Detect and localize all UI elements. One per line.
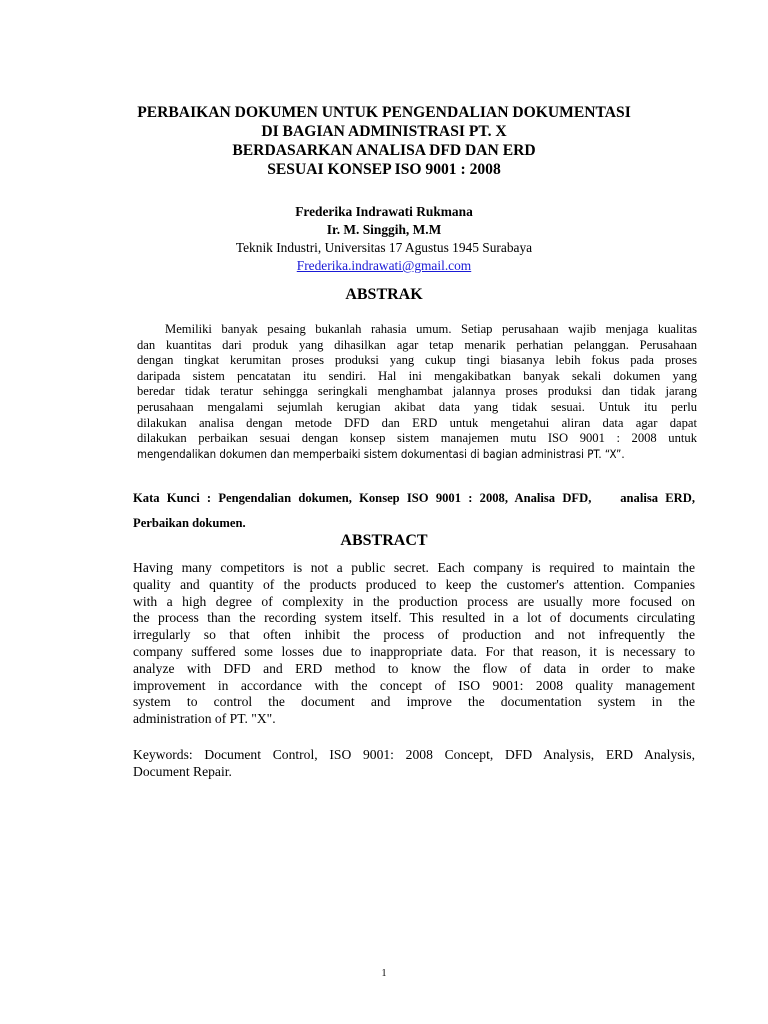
kata-kunci	[133, 486, 695, 536]
abstrak-heading: ABSTRAK	[345, 286, 423, 303]
author-affiliation: Teknik Industri, Universitas 17 Agustus 1945 Surabaya	[235, 240, 533, 255]
abstract-line: the process than the recording system itself. This resulted in a lot of documents circulating	[133, 610, 695, 626]
keywords	[133, 746, 695, 780]
title-line: SESUAI KONSEP ISO 9001 : 2008	[267, 161, 501, 178]
abstrak-line: Memiliki banyak pesaing bukanlah rahasia umum. Setiap perusahaan wajib menjaga kualitas	[165, 322, 697, 336]
abstrak-line: dan kuantitas dari produk yang dihasilkan agar tetap menarik perhatian pelanggan. Perusahaan	[137, 337, 697, 352]
kata-kunci-line: Kata Kunci : Pengendalian dokumen, Konsep ISO 9001 : 2008, Analisa DFD, analisa ERD,	[133, 491, 695, 505]
abstrak-line: mengendalikan dokumen dan memperbaiki sistem dokumentasi di bagian administrasi PT. “X”.	[137, 446, 625, 461]
abstract-line: quality and quantity of the products produced to keep the customer's attention. Companies	[133, 576, 695, 592]
abstract-line: with a high degree of complexity in the production process are usually more focused on	[133, 593, 695, 609]
title-line: PERBAIKAN DOKUMEN UNTUK PENGENDALIAN DOKUMENTASI	[137, 104, 631, 121]
abstract-heading: ABSTRACT	[340, 532, 428, 549]
abstract-line: administration of PT. "X".	[133, 711, 276, 727]
paper-title	[60, 103, 708, 179]
author-name: Frederika Indrawati Rukmana	[295, 204, 473, 219]
abstrak-line: dengan tingkat kerumitan proses produksi yang cukup tingi biasanya lebih fokus pada proses	[137, 353, 697, 368]
abstract-line: improvement in accordance with the concept of ISO 9001: 2008 quality management	[133, 677, 695, 693]
author-email-link[interactable]: Frederika.indrawati@gmail.com	[296, 258, 472, 273]
author-block	[100, 203, 668, 275]
keywords-line: Keywords: Document Control, ISO 9001: 2008 Concept, DFD Analysis, ERD Analysis,	[133, 747, 695, 762]
author-name: Ir. M. Singgih, M.M	[326, 222, 442, 237]
page-number: 1	[381, 968, 387, 979]
keywords-line: Document Repair.	[133, 764, 232, 779]
abstract-paragraph	[133, 560, 695, 728]
abstrak-line: dilakukan analisa dengan metode DFD dan ERD untuk mengetahui aliran data agar dapat	[137, 415, 697, 430]
abstract-line: analyze with DFD and ERD method to know the flow of data in order to make	[133, 660, 695, 676]
title-line: BERDASARKAN ANALISA DFD DAN ERD	[232, 142, 536, 159]
abstract-line: Having many competitors is not a public secret. Each company is required to maintain the	[133, 560, 695, 575]
abstract-line: irregularly so that often inhibit the process of production and not infrequently the	[133, 627, 695, 643]
abstrak-line: dilakukan perbaikan sesuai dengan konsep sistem manajemen mutu ISO 9001 : 2008 untuk	[137, 431, 697, 446]
abstrak-paragraph	[137, 322, 697, 462]
abstract-line: company suffered some losses due to inappropriate data. For that reason, it is necessary to	[133, 643, 695, 659]
abstrak-line: daripada sistem pencatatan itu sendiri. Hal ini mengakibatkan banyak sekali dokumen yang	[137, 368, 697, 383]
abstrak-line: beredar tidak teratur sehingga seringkali menghambat jalannya proses produksi dan tidak jarang	[137, 384, 697, 399]
title-line: DI BAGIAN ADMINISTRASI PT. X	[261, 123, 507, 140]
abstract-line: system to control the document and improve the documentation system in the	[133, 694, 695, 710]
abstrak-line: perusahaan mengalami sejumlah kerugian akibat data yang tidak sesuai. Untuk itu perlu	[137, 399, 697, 414]
kata-kunci-line: Perbaikan dokumen.	[133, 516, 246, 530]
